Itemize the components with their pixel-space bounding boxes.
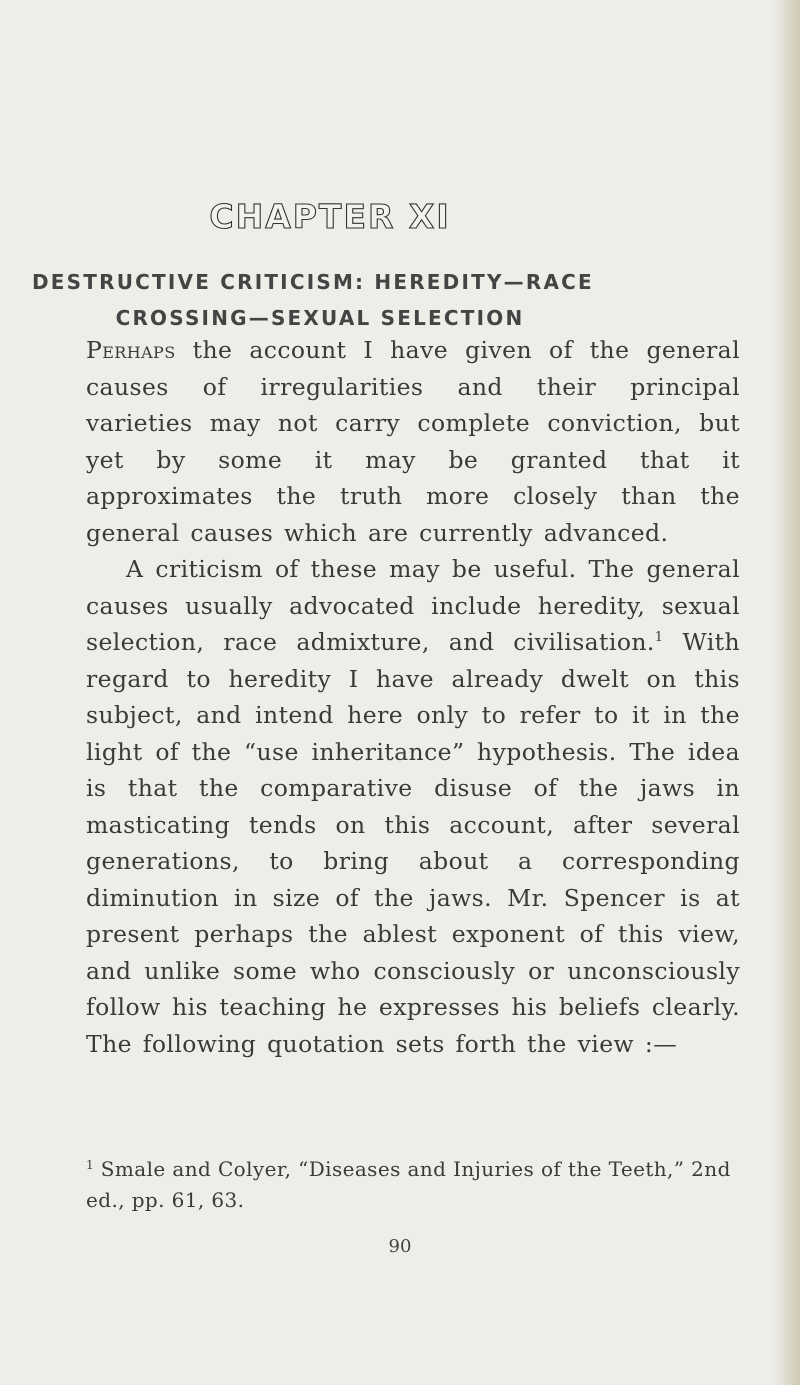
chapter-title: CHAPTER XI <box>209 197 451 236</box>
footnote-reference-mark: 1 <box>654 630 664 646</box>
paragraph-2-text-before-note: A criticism of these may be useful. The general causes usually advocated include heredity, sexual selection, race admixture, and civilisation. <box>86 555 740 656</box>
footnote-mark: 1 <box>86 1158 95 1172</box>
page-edge-shadow <box>772 0 800 1385</box>
paragraph-1-lead-word: Perhaps <box>86 336 176 364</box>
page-number: 90 <box>388 1236 412 1257</box>
paragraph-2-text-after-note: With regard to heredity I have already dwelt on this subject, and intend here only to refer to it in the light of the “use inheritance” hypothesis. The idea is that the comparative disuse of the jaws in masticating tends on this account, after several generations, to bring about a corresponding diminution in size of the jaws. Mr. Spencer is at present perhaps the ablest exponent of this view, and unlike some who consciously or unconsciously follow his teaching he expresses his beliefs clearly. The following quotation sets forth the view :— <box>86 628 740 1058</box>
paragraph-1 <box>86 332 740 551</box>
paragraph-2 <box>86 551 740 1062</box>
paragraph-1-text: the account I have given of the general causes of irregularities and their principal varieties may not carry complete conviction, but yet by some it may be granted that it approximates the truth more closely than the general causes which are currently advanced. <box>86 336 740 547</box>
footnote <box>86 1150 740 1216</box>
chapter-body <box>86 332 740 1062</box>
footnote-text: Smale and Colyer, “Diseases and Injuries of the Teeth,” 2nd ed., pp. 61, 63. <box>86 1157 731 1212</box>
chapter-subtitle-line-1: DESTRUCTIVE CRITICISM: HEREDITY—RACE <box>32 270 594 294</box>
chapter-subtitle-line-2: CROSSING—SEXUAL SELECTION <box>115 306 525 330</box>
